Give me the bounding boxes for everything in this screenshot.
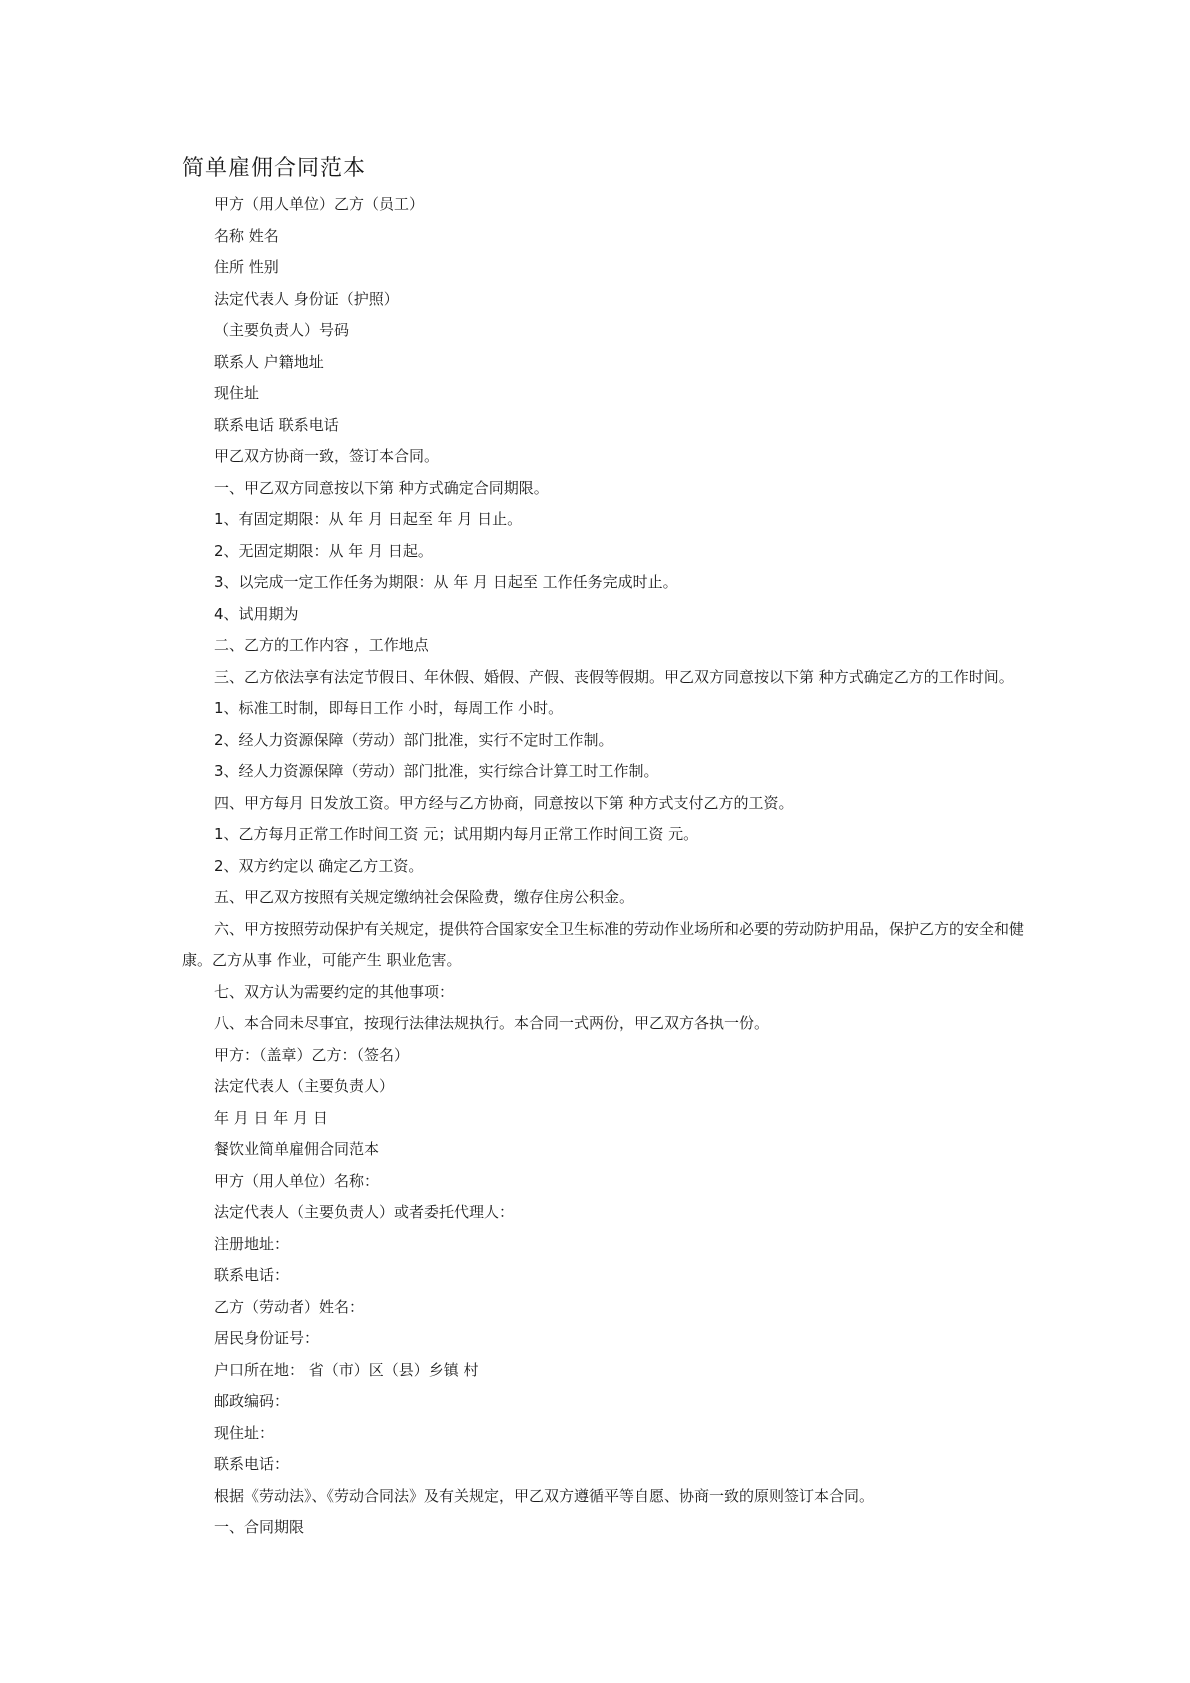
paragraph: 户口所在地： 省（市）区（县）乡镇 村 xyxy=(214,1360,479,1379)
paragraph: 一、合同期限 xyxy=(214,1518,305,1536)
paragraph: 八、本合同未尽事宜，按现行法律法规执行。本合同一式两份，甲乙双方各执一份。 xyxy=(214,1014,770,1032)
paragraph: 乙方（劳动者）姓名： xyxy=(214,1297,365,1316)
document-body xyxy=(182,189,1032,1544)
paragraph: 三、乙方依法享有法定节假日、年休假、婚假、产假、丧假等假期。甲乙双方同意按以下第 种方式确定乙方的工作时间。 xyxy=(214,667,1014,686)
paragraph: 一、甲乙双方同意按以下第 种方式确定合同期限。 xyxy=(214,478,549,497)
paragraph: 联系电话 联系电话 xyxy=(214,415,339,434)
paragraph: 餐饮业简单雇佣合同范本 xyxy=(214,1140,380,1158)
paragraph: 现住址 xyxy=(214,384,260,402)
paragraph: 联系电话： xyxy=(214,1266,290,1284)
paragraph: 2、双方约定以 确定乙方工资。 xyxy=(214,856,424,875)
paragraph: 2、无固定期限：从 年 月 日起。 xyxy=(214,541,433,560)
paragraph: 现住址： xyxy=(214,1423,275,1442)
paragraph: 4、试用期为 xyxy=(214,604,299,623)
paragraph: 3、经人力资源保障（劳动）部门批准，实行综合计算工时工作制。 xyxy=(214,762,659,780)
paragraph: 年 月 日 年 月 日 xyxy=(214,1108,328,1127)
paragraph: 注册地址： xyxy=(214,1234,290,1253)
document-title: 简单雇佣合同范本 xyxy=(182,156,367,181)
paragraph: 甲乙双方协商一致，签订本合同。 xyxy=(214,447,440,465)
paragraph: 法定代表人（主要负责人）或者委托代理人： xyxy=(214,1203,515,1221)
paragraph: 甲方（用人单位）名称： xyxy=(214,1171,380,1190)
paragraph: 邮政编码： xyxy=(214,1392,290,1410)
paragraph: 1、有固定期限：从 年 月 日起至 年 月 日止。 xyxy=(214,510,523,528)
paragraph: 法定代表人 身份证（护照） xyxy=(214,289,399,308)
paragraph: 2、经人力资源保障（劳动）部门批准，实行不定时工作制。 xyxy=(214,730,614,749)
paragraph: 1、乙方每月正常工作时间工资 元；试用期内每月正常工作时间工资 元。 xyxy=(214,825,699,843)
paragraph: 五、甲乙双方按照有关规定缴纳社会保险费，缴存住房公积金。 xyxy=(214,888,635,906)
paragraph: （主要负责人）号码 xyxy=(214,321,350,339)
paragraph: 二、乙方的工作内容 ，工作地点 xyxy=(214,636,429,654)
paragraph: 四、甲方每月 日发放工资。甲方经与乙方协商，同意按以下第 种方式支付乙方的工资。 xyxy=(214,793,794,812)
paragraph: 3、以完成一定工作任务为期限：从 年 月 日起至 工作任务完成时止。 xyxy=(214,573,678,591)
paragraph: 根据《劳动法》、《劳动合同法》及有关规定，甲乙双方遵循平等自愿、协商一致的原则签订本合同。 xyxy=(214,1486,875,1505)
paragraph: 法定代表人（主要负责人） xyxy=(214,1077,395,1095)
paragraph: 六、甲方按照劳动保护有关规定，提供符合国家安全卫生标准的劳动作业场所和必要的劳动防护用品，保护乙方的安全和健康。乙方从事 作业，可能产生 职业危害。 xyxy=(182,919,1025,969)
paragraph: 住所 性别 xyxy=(214,258,279,276)
paragraph: 1、标准工时制，即每日工作 小时，每周工作 小时。 xyxy=(214,699,564,717)
paragraph: 甲方（用人单位）乙方（员工） xyxy=(214,195,425,213)
paragraph: 联系人 户籍地址 xyxy=(214,352,324,371)
paragraph: 甲方：（盖章）乙方：（签名） xyxy=(214,1045,410,1064)
paragraph: 居民身份证号： xyxy=(214,1329,320,1347)
paragraph: 七、双方认为需要约定的其他事项： xyxy=(214,982,455,1001)
paragraph: 联系电话： xyxy=(214,1455,290,1473)
paragraph: 名称 姓名 xyxy=(214,226,279,245)
